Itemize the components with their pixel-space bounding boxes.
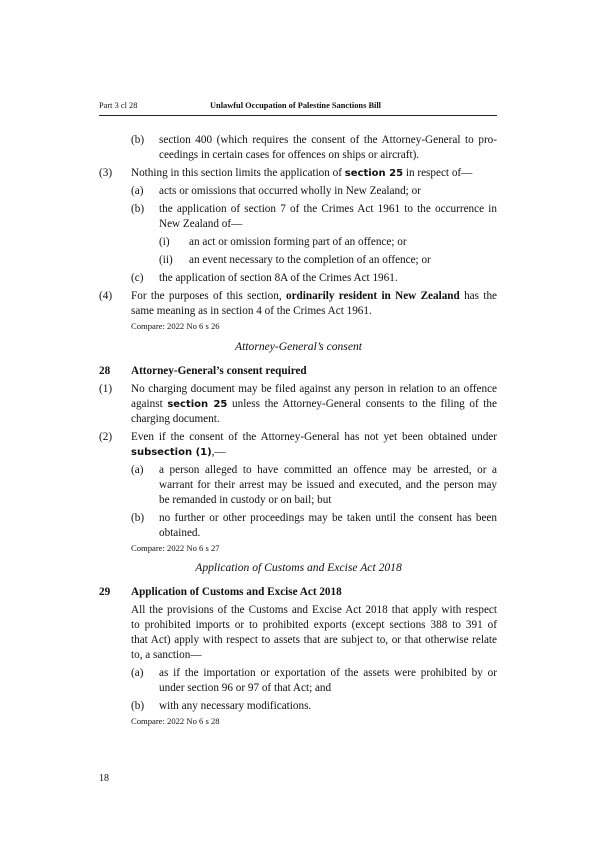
text-line: same meaning as in section 4 of the Crimes Act 1961. — [131, 305, 372, 317]
header-bill-title: Unlawful Occupation of Palestine Sanctions Bill — [210, 101, 382, 110]
text-line: to, a sanction— — [131, 649, 202, 661]
subsection-label: (4) — [99, 290, 113, 302]
text-line: obtained. — [159, 527, 201, 539]
text-run: ,— — [211, 446, 226, 458]
text-line: under section 96 or 97 of that Act; and — [159, 682, 332, 694]
para-label: (b) — [131, 134, 145, 146]
compare-note: Compare: 2022 No 6 s 26 — [131, 321, 220, 331]
text-run: against — [131, 398, 168, 410]
text-run: Nothing in this section limits the application of — [131, 167, 345, 179]
header-rule — [99, 115, 497, 116]
section-number: 28 — [99, 365, 111, 377]
text-line — [131, 397, 497, 412]
para-label: (b) — [131, 700, 145, 712]
text-line: section 400 (which requires the consent of the Attorney-General to pro- — [159, 134, 497, 146]
cross-reference: section 25 — [167, 399, 228, 410]
page-number: 18 — [99, 773, 109, 784]
text-line: New Zealand of— — [159, 218, 243, 230]
text-line — [131, 166, 472, 181]
text-line: No charging document may be filed against any person in relation to an offence — [131, 383, 497, 395]
text-run: in respect of— — [403, 167, 473, 179]
text-run: has the — [459, 290, 497, 302]
subsection-label: (1) — [99, 383, 113, 395]
text-line: an event necessary to the completion of an offence; or — [189, 254, 431, 266]
header-part-ref: Part 3 cl 28 — [99, 101, 138, 110]
compare-note: Compare: 2022 No 6 s 28 — [131, 716, 220, 726]
para-label: (b) — [131, 203, 145, 215]
para-label: (a) — [131, 667, 144, 679]
section-number: 29 — [99, 586, 111, 598]
para-label: (c) — [131, 272, 144, 284]
cross-reference: section 25 — [344, 168, 404, 179]
text-line — [131, 445, 226, 460]
text-line — [131, 289, 497, 304]
text-line: ceedings in certain cases for offences on ships or aircraft). — [159, 149, 420, 161]
compare-note: Compare: 2022 No 6 s 27 — [131, 543, 220, 553]
text-line: with any necessary modifications. — [159, 700, 312, 712]
text-line: All the provisions of the Customs and Excise Act 2018 that apply with respect — [131, 604, 497, 616]
para-label: (a) — [131, 185, 144, 197]
subsection-label: (3) — [99, 167, 113, 179]
subpara-label: (ii) — [159, 254, 173, 266]
text-line: that Act) apply with respect to assets that are subject to, or that otherwise relate — [131, 634, 497, 646]
text-line: an act or omission forming part of an offence; or — [189, 236, 407, 248]
text-line: the application of section 7 of the Crimes Act 1961 to the occurrence in — [159, 203, 497, 215]
cross-reference: subsection (1) — [131, 447, 212, 458]
cross-heading: Application of Customs and Excise Act 2018 — [195, 561, 402, 574]
text-line: Even if the consent of the Attorney-General has not yet been obtained under — [131, 431, 497, 443]
text-line: be remanded in custody or on bail; but — [159, 494, 332, 506]
text-line: as if the importation or exportation of the assets were prohibited by or — [159, 667, 497, 679]
text-line: acts or omissions that occurred wholly in New Zealand; or — [159, 185, 421, 197]
section-title: Attorney-General’s consent required — [131, 365, 307, 377]
text-line: no further or other proceedings may be taken until the consent has been — [159, 512, 497, 524]
text-line: charging document. — [131, 413, 220, 425]
text-line: a person alleged to have committed an offence may be arrested, or a — [159, 464, 497, 476]
text-line: warrant for their arrest may be issued and executed, and the person may — [159, 479, 497, 491]
section-title: Application of Customs and Excise Act 2018 — [131, 586, 342, 598]
para-label: (a) — [131, 464, 144, 476]
defined-term: ordinarily resident in New Zealand — [285, 290, 460, 302]
text-line: the application of section 8A of the Crimes Act 1961. — [159, 272, 398, 284]
text-run: For the purposes of this section, — [131, 290, 286, 302]
para-label: (b) — [131, 512, 145, 524]
subpara-label: (i) — [159, 236, 170, 248]
text-run: unless the Attorney-General consents to the filing of the — [227, 398, 497, 410]
subsection-label: (2) — [99, 431, 113, 443]
text-line: to prohibited imports or to prohibited exports (except sections 388 to 391 of — [131, 619, 497, 631]
cross-heading: Attorney-General’s consent — [235, 340, 362, 353]
